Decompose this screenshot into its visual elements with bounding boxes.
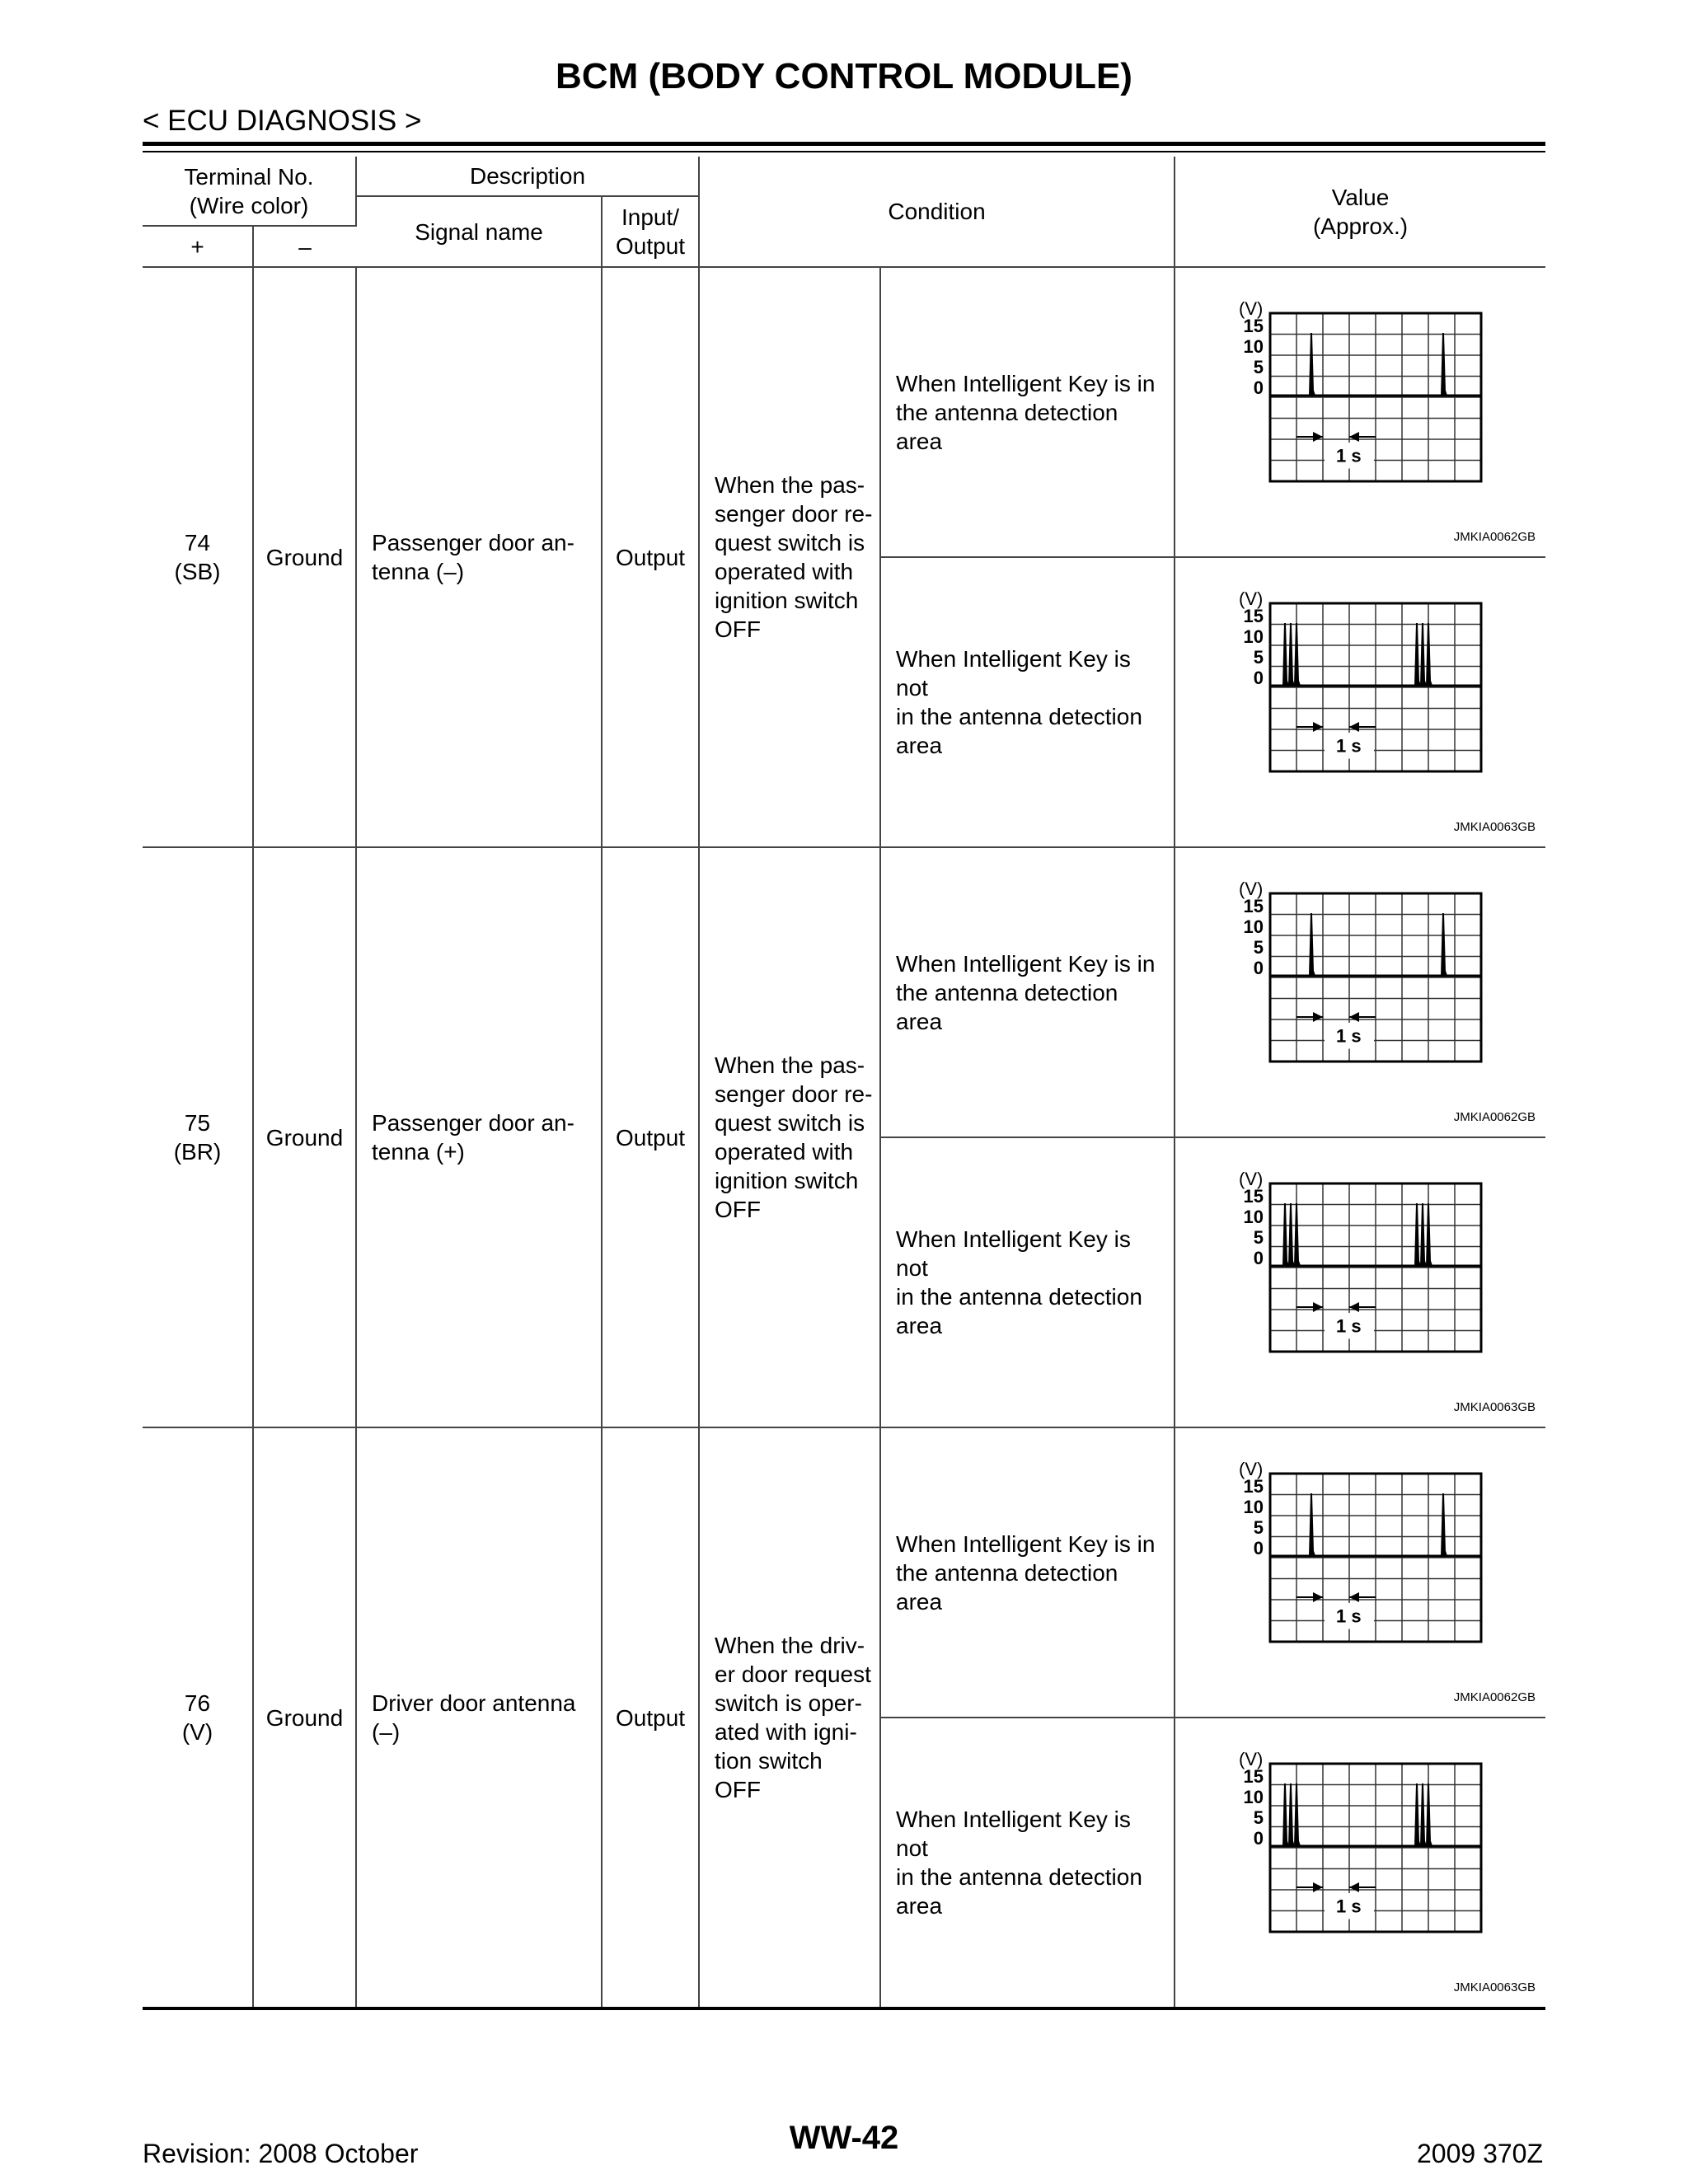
- pulse-spike: [1442, 1493, 1447, 1556]
- time-marker-arrow-right: [1313, 1882, 1323, 1892]
- header-wire-color: (Wire color): [189, 192, 309, 218]
- terminal-number: 75: [184, 1110, 211, 1136]
- header-condition: Condition: [699, 157, 1175, 267]
- waveform-chart: [1175, 1428, 1545, 1717]
- time-marker-arrow-right: [1313, 1302, 1323, 1312]
- header-terminal: [143, 157, 356, 226]
- terminal-cell: [143, 267, 253, 847]
- sub-condition: When Intelligent Key is in the antenna detection area: [880, 847, 1175, 1137]
- footer-page-number: WW-42: [789, 2120, 899, 2156]
- pulse-spike: [1415, 1783, 1420, 1846]
- y-tick-label: 10: [1243, 1207, 1264, 1227]
- terminal-spec-table: [143, 157, 1545, 2010]
- signal-name: Passenger door an- tenna (–): [356, 267, 602, 847]
- y-tick-label: 5: [1253, 1227, 1264, 1248]
- minus-terminal: Ground: [253, 267, 356, 847]
- image-id: JMKIA0063GB: [1453, 820, 1536, 834]
- time-marker-arrow-right: [1313, 1012, 1323, 1022]
- image-id: JMKIA0062GB: [1453, 1690, 1536, 1704]
- image-id: JMKIA0063GB: [1453, 1400, 1536, 1414]
- y-tick-label: 15: [1243, 1766, 1264, 1787]
- time-marker-arrow-right: [1313, 1592, 1323, 1602]
- signal-name: Passenger door an- tenna (+): [356, 847, 602, 1427]
- y-tick-label: 10: [1243, 916, 1264, 937]
- unit-label: (V): [1239, 1459, 1264, 1479]
- time-scale-label: 1 s: [1336, 1605, 1362, 1627]
- io-direction: Output: [602, 267, 699, 847]
- page-title: BCM (BODY CONTROL MODULE): [556, 56, 1132, 96]
- y-tick-label: 0: [1253, 1538, 1264, 1558]
- io-direction: Output: [602, 847, 699, 1427]
- y-tick-label: 15: [1243, 896, 1264, 916]
- time-marker-arrow-left: [1349, 1882, 1359, 1892]
- y-tick-label: 15: [1243, 1476, 1264, 1497]
- sub-condition: When Intelligent Key is not in the antenna detection area: [880, 557, 1175, 847]
- header-value-line2: (Approx.): [1312, 213, 1409, 239]
- y-tick-label: 0: [1253, 958, 1264, 978]
- value-cell: [1175, 1137, 1545, 1427]
- waveform-chart: [1175, 1138, 1545, 1427]
- terminal-number: 74: [184, 530, 211, 555]
- table-row: [143, 1427, 1545, 1718]
- header-io-line1: Input/: [621, 204, 680, 230]
- pulse-spike: [1295, 1783, 1300, 1846]
- wire-color: (SB): [174, 559, 221, 584]
- y-tick-label: 5: [1253, 1807, 1264, 1828]
- sub-condition: When Intelligent Key is in the antenna detection area: [880, 1427, 1175, 1718]
- header-terminal-no: Terminal No.: [184, 163, 314, 190]
- unit-label: (V): [1239, 1169, 1264, 1189]
- time-marker-arrow-right: [1313, 432, 1323, 442]
- header-rule-thin: [143, 151, 1545, 152]
- footer-model: 2009 370Z: [1416, 2139, 1543, 2168]
- time-scale-label: 1 s: [1336, 1896, 1362, 1917]
- value-cell: [1175, 557, 1545, 847]
- pulse-spike: [1421, 623, 1426, 686]
- waveform-svg: [1225, 1453, 1497, 1667]
- waveform-chart: [1175, 558, 1545, 846]
- waveform-svg: [1225, 1743, 1497, 1957]
- time-marker-arrow-left: [1349, 1012, 1359, 1022]
- pulse-spike: [1421, 1203, 1426, 1266]
- pulse-spike: [1310, 913, 1315, 976]
- pulse-spike: [1427, 1203, 1432, 1266]
- header-description: Description: [356, 157, 699, 196]
- pulse-spike: [1283, 1203, 1288, 1266]
- pulse-spike: [1283, 623, 1288, 686]
- header-signal-name: Signal name: [356, 196, 602, 267]
- pulse-spike: [1310, 1493, 1315, 1556]
- pulse-spike: [1295, 1203, 1300, 1266]
- pulse-spike: [1442, 333, 1447, 396]
- y-tick-label: 0: [1253, 1248, 1264, 1268]
- time-scale-label: 1 s: [1336, 1315, 1362, 1337]
- time-marker-arrow-left: [1349, 1302, 1359, 1312]
- terminal-number: 76: [184, 1690, 211, 1716]
- pulse-spike: [1289, 1203, 1294, 1266]
- header-rule-thick: [143, 142, 1545, 146]
- header-value: [1175, 157, 1545, 267]
- sub-condition: When Intelligent Key is in the antenna detection area: [880, 267, 1175, 557]
- y-tick-label: 5: [1253, 357, 1264, 377]
- minus-terminal: Ground: [253, 1427, 356, 2008]
- y-tick-label: 10: [1243, 336, 1264, 357]
- main-condition: When the pas- senger door re- quest switch is operated with ignition switch OFF: [699, 267, 880, 847]
- main-condition: When the driv- er door request switch is oper- ated with igni- tion switch OFF: [699, 1427, 880, 2008]
- header-io-line2: Output: [615, 233, 686, 259]
- y-tick-label: 15: [1243, 316, 1264, 336]
- time-marker-arrow-left: [1349, 432, 1359, 442]
- image-id: JMKIA0062GB: [1453, 1110, 1536, 1124]
- y-tick-label: 15: [1243, 1186, 1264, 1207]
- time-marker-arrow-left: [1349, 722, 1359, 732]
- pulse-spike: [1283, 1783, 1288, 1846]
- pulse-spike: [1289, 1783, 1294, 1846]
- pulse-spike: [1421, 1783, 1426, 1846]
- sub-condition: When Intelligent Key is not in the antenna detection area: [880, 1718, 1175, 2008]
- unit-label: (V): [1239, 879, 1264, 899]
- value-cell: [1175, 1427, 1545, 1718]
- header-minus: –: [253, 226, 356, 267]
- pulse-spike: [1427, 623, 1432, 686]
- y-tick-label: 10: [1243, 1787, 1264, 1807]
- pulse-spike: [1427, 1783, 1432, 1846]
- y-tick-label: 10: [1243, 1497, 1264, 1517]
- time-scale-label: 1 s: [1336, 1025, 1362, 1047]
- wire-color: (BR): [173, 1139, 222, 1165]
- pulse-spike: [1415, 1203, 1420, 1266]
- unit-label: (V): [1239, 1749, 1264, 1769]
- table-row: [143, 847, 1545, 1137]
- time-scale-label: 1 s: [1336, 735, 1362, 757]
- footer-revision: Revision: 2008 October: [143, 2139, 419, 2168]
- waveform-chart: [1175, 1718, 1545, 2007]
- pulse-spike: [1289, 623, 1294, 686]
- value-cell: [1175, 847, 1545, 1137]
- y-tick-label: 5: [1253, 647, 1264, 668]
- terminal-cell: [143, 847, 253, 1427]
- header-value-line1: Value: [1331, 184, 1390, 210]
- main-condition: When the pas- senger door re- quest switch is operated with ignition switch OFF: [699, 847, 880, 1427]
- value-cell: [1175, 267, 1545, 557]
- time-marker-arrow-right: [1313, 722, 1323, 732]
- pulse-spike: [1310, 333, 1315, 396]
- table-row: [143, 267, 1545, 557]
- signal-name: Driver door antenna (–): [356, 1427, 602, 2008]
- section-heading: < ECU DIAGNOSIS >: [143, 105, 422, 137]
- y-tick-label: 0: [1253, 668, 1264, 688]
- waveform-svg: [1225, 873, 1497, 1087]
- sub-condition: When Intelligent Key is not in the antenna detection area: [880, 1137, 1175, 1427]
- y-tick-label: 15: [1243, 606, 1264, 626]
- image-id: JMKIA0063GB: [1453, 1980, 1536, 1994]
- header-plus: +: [143, 226, 253, 267]
- y-tick-label: 5: [1253, 937, 1264, 958]
- pulse-spike: [1415, 623, 1420, 686]
- y-tick-label: 10: [1243, 626, 1264, 647]
- unit-label: (V): [1239, 588, 1264, 609]
- waveform-chart: [1175, 268, 1545, 556]
- unit-label: (V): [1239, 298, 1264, 319]
- header-io: [602, 196, 699, 267]
- wire-color: (V): [181, 1719, 213, 1745]
- y-tick-label: 0: [1253, 377, 1264, 398]
- io-direction: Output: [602, 1427, 699, 2008]
- y-tick-label: 0: [1253, 1828, 1264, 1849]
- waveform-svg: [1225, 1163, 1497, 1377]
- image-id: JMKIA0062GB: [1453, 530, 1536, 544]
- waveform-svg: [1225, 293, 1497, 507]
- waveform-svg: [1225, 583, 1497, 797]
- pulse-spike: [1295, 623, 1300, 686]
- waveform-chart: [1175, 848, 1545, 1137]
- time-marker-arrow-left: [1349, 1592, 1359, 1602]
- value-cell: [1175, 1718, 1545, 2008]
- y-tick-label: 5: [1253, 1517, 1264, 1538]
- minus-terminal: Ground: [253, 847, 356, 1427]
- terminal-cell: [143, 1427, 253, 2008]
- pulse-spike: [1442, 913, 1447, 976]
- time-scale-label: 1 s: [1336, 445, 1362, 466]
